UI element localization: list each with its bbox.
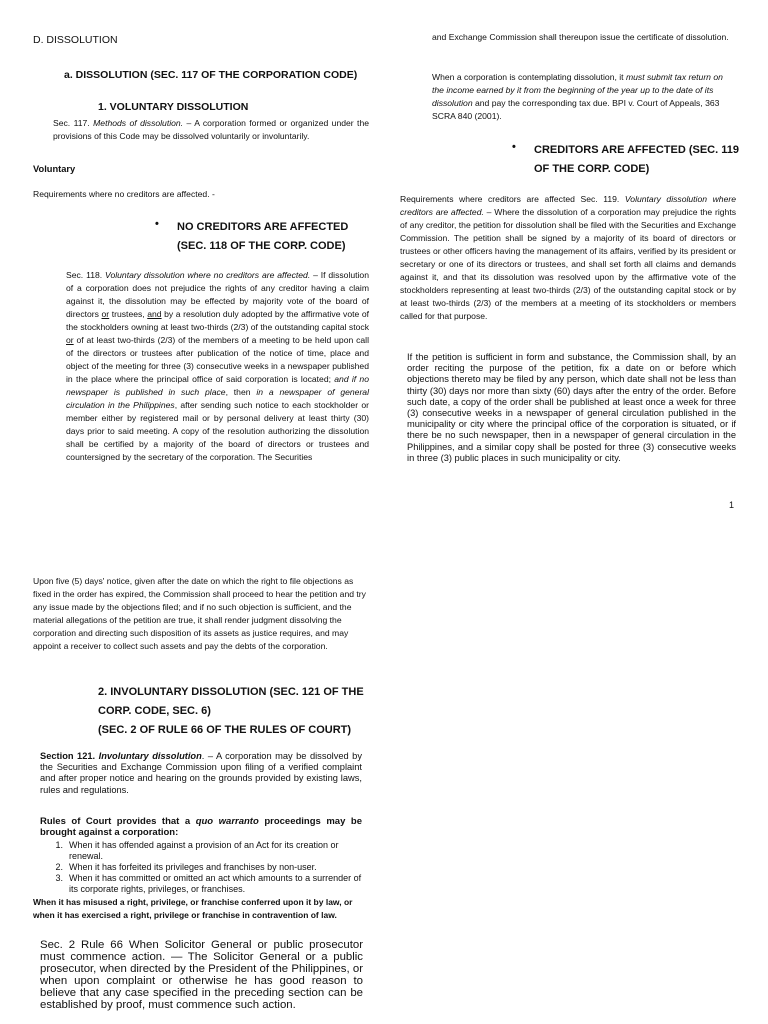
rules-intro-text-1: Rules of Court provides that a bbox=[40, 816, 196, 827]
sec117-text: – A corporation formed or organized under the provisions of this Code may be dissolved voluntarily or involuntarily. bbox=[53, 118, 370, 141]
sec117-paragraph bbox=[53, 117, 369, 143]
sec118-text-3: by a resolution duly adopted by the affirmative vote of the stockholders owning at least two-thirds (2/3) of the outstanding capital stock bbox=[66, 309, 370, 332]
voluntary-label: Voluntary bbox=[33, 164, 76, 174]
sec118-paragraph bbox=[66, 269, 369, 464]
involuntary-heading-line-2: CORP. CODE, SEC. 6) bbox=[98, 705, 211, 717]
tax-note-italic: must submit tax return on the income earned by it from the beginning of the year up to the date of its dissolution bbox=[432, 72, 723, 108]
list-item-text: When it has forfeited its privileges and franchises by non-user. bbox=[69, 862, 317, 872]
sec121-lead: Section 121. bbox=[40, 751, 99, 761]
involuntary-heading-line-1: 2. INVOLUNTARY DISSOLUTION (SEC. 121 OF THE bbox=[98, 686, 364, 698]
sec118-text-4: of at least two-thirds (2/3) of the members of a meeting to be held upon call of the directors or trustees after publication of the notice of time, place and object of the meeting for three (3) consecutive weeks in a newspaper published in the place where the principal office of said corporation is located; bbox=[66, 335, 369, 384]
bullet-icon: • bbox=[512, 141, 516, 153]
sec118-text-5: , then bbox=[225, 387, 257, 397]
rules-intro-text-2: proceedings may be brought against a corporation: bbox=[40, 816, 362, 839]
sec121-title: Involuntary dissolution bbox=[98, 751, 202, 761]
section-title: D. DISSOLUTION bbox=[33, 34, 118, 46]
sec118-italic-2: in a newspaper of general circulation in the Philippines bbox=[66, 387, 369, 410]
misused-right-note: When it has misused a right, privilege, or franchise conferred upon it by law, or when it has exercised a right, privilege or franchise in contravention of law. bbox=[33, 897, 353, 920]
rules-of-court-intro bbox=[40, 816, 362, 838]
list-item-number: 1. bbox=[55, 840, 63, 850]
sec118-or-1: or bbox=[101, 309, 110, 319]
sec121-paragraph bbox=[40, 751, 362, 796]
sec117-lead: Sec. 117. bbox=[53, 118, 94, 128]
petition-paragraph: If the petition is sufficient in form and substance, the Commission shall, by an order reciting the purpose of the petition, fix a date on or before which objections thereto may be filed by any person, which date shall not be less than thirty (30) days nor more than sixty (60) days after the entry of the order. Before such date, a copy of the order shall be published at least once a week for three (3) consecutive weeks in a newspaper of general circulation published in the municipality or city where the principal office of the corporation is situated, or if there be no such newspaper, then in a newspaper of general circulation in the Philippines, and a similar copy shall be posted for three (3) consecutive weeks in three (3) public places in such municipality or city. bbox=[407, 352, 736, 463]
list-item bbox=[33, 873, 363, 895]
page-number: 1 bbox=[729, 500, 735, 510]
sec2-rule66-paragraph: Sec. 2 Rule 66 When Solicitor General or public prosecutor must commence action. — The Solicitor General or a public prosecutor, when directed by the President of the Philippines, or when upon complaint or otherwise he has good reason to believe that any case specified in the preceding section can be established by proof, must commence such action. bbox=[40, 939, 363, 1011]
sec118-continuation: and Exchange Commission shall thereupon issue the certificate of dissolution. bbox=[432, 32, 729, 42]
sec119-lead: Requirements where creditors are affected Sec. 119. bbox=[400, 194, 625, 204]
list-item-text: When it has offended against a provision of an Act for its creation or renewal. bbox=[69, 840, 339, 861]
sec118-title: Voluntary dissolution where no creditors are affected. bbox=[105, 270, 311, 280]
quo-warranto-grounds-list bbox=[33, 840, 363, 895]
sec121-text: . – A corporation may be dissolved by the Securities and Exchange Commission upon filing of a verified complaint and after proper notice and hearing on the grounds provided by existing laws, rules and regulations. bbox=[40, 751, 362, 795]
list-item bbox=[33, 840, 363, 862]
sec118-italic-1: and if no newspaper is published in such place bbox=[66, 374, 369, 397]
tax-note-text-2: and pay the corresponding tax due. BPI v. Court of Appeals, 363 SCRA 840 (2001). bbox=[432, 98, 720, 121]
upon-five-days-paragraph: Upon five (5) days' notice, given after the date on which the right to file objections as fixed in the order has expired, the Commission shall proceed to hear the petition and try any issue made by the objections filed; and if no such objection is sufficient, and the material allegations of the petition are true, it shall render judgment dissolving the corporation and directing such disposition of its assets as justice requires, and may appoint a receiver to collect such assets and pay the debts of the corporation. bbox=[33, 576, 366, 651]
list-item-number: 2. bbox=[55, 862, 63, 872]
involuntary-dissolution-heading bbox=[98, 683, 364, 740]
no-creditors-heading-text: NO CREDITORS ARE AFFECTED (SEC. 118 OF THE CORP. CODE) bbox=[177, 221, 349, 252]
rules-intro-italic: quo warranto bbox=[195, 816, 259, 827]
sec118-text-6: , after sending such notice to each stockholder or member either by registered mail or by personal delivery at least thirty (30) days prior to said meeting. A copy of the resolution authorizing the dissolution shall be certified by a majority of the board of directors or trustees and countersigned by the secretary of the corporation. The Securities bbox=[66, 400, 369, 462]
sec118-and: and bbox=[147, 309, 162, 319]
sub-heading-a: a. DISSOLUTION (SEC. 117 OF THE CORPORATION CODE) bbox=[64, 69, 358, 81]
sec118-or-2: or bbox=[66, 335, 74, 345]
creditors-affected-heading-text: CREDITORS ARE AFFECTED (SEC. 119 OF THE CORP. CODE) bbox=[534, 144, 739, 175]
sec118-lead: Sec. 118. bbox=[66, 270, 106, 280]
tax-note-text-1: When a corporation is contemplating dissolution, it bbox=[432, 72, 626, 82]
sec119-text: – Where the dissolution of a corporation may prejudice the rights of any creditor, the petition for dissolution shall be filed with the Securities and Exchange Commission. The petition shall be signed by a majority of its board of directors or trustees or other officers having the management of its affairs, verified by its president or secretary or one of its directors or trustees, and shall set forth all claims and demands against it, and that its dissolution was resolved upon by the affirmative vote of the stockholders representing at least two-thirds (2/3) of the outstanding capital stock or by at least two-thirds (2/3) of the members at a meeting of its stockholders or members called for that purpose. bbox=[400, 207, 736, 321]
list-item-number: 3. bbox=[55, 873, 63, 883]
sec119-title: Voluntary dissolution where creditors are affected. bbox=[400, 194, 736, 217]
involuntary-heading-line-3: (SEC. 2 OF RULE 66 OF THE RULES OF COURT) bbox=[98, 724, 352, 736]
requirements-no-creditors: Requirements where no creditors are affected. - bbox=[33, 189, 215, 199]
bullet-icon: • bbox=[155, 218, 159, 230]
sec119-paragraph bbox=[400, 193, 736, 323]
list-item bbox=[33, 862, 363, 873]
no-creditors-heading bbox=[155, 218, 369, 256]
voluntary-dissolution-heading: 1. VOLUNTARY DISSOLUTION bbox=[98, 101, 249, 113]
sec118-text-1: – If dissolution of a corporation does not prejudice the rights of any creditor having a claim against it, the dissolution may be effected by majority vote of the board of directors bbox=[66, 270, 369, 319]
tax-return-note bbox=[432, 71, 735, 123]
creditors-affected-heading bbox=[512, 141, 742, 179]
list-item-text: When it has committed or omitted an act which amounts to a surrender of its corporate rights, privileges, or franchises. bbox=[69, 873, 362, 894]
sec117-title: Methods of dissolution. bbox=[93, 118, 184, 128]
sec118-text-2: trustees, bbox=[109, 309, 148, 319]
